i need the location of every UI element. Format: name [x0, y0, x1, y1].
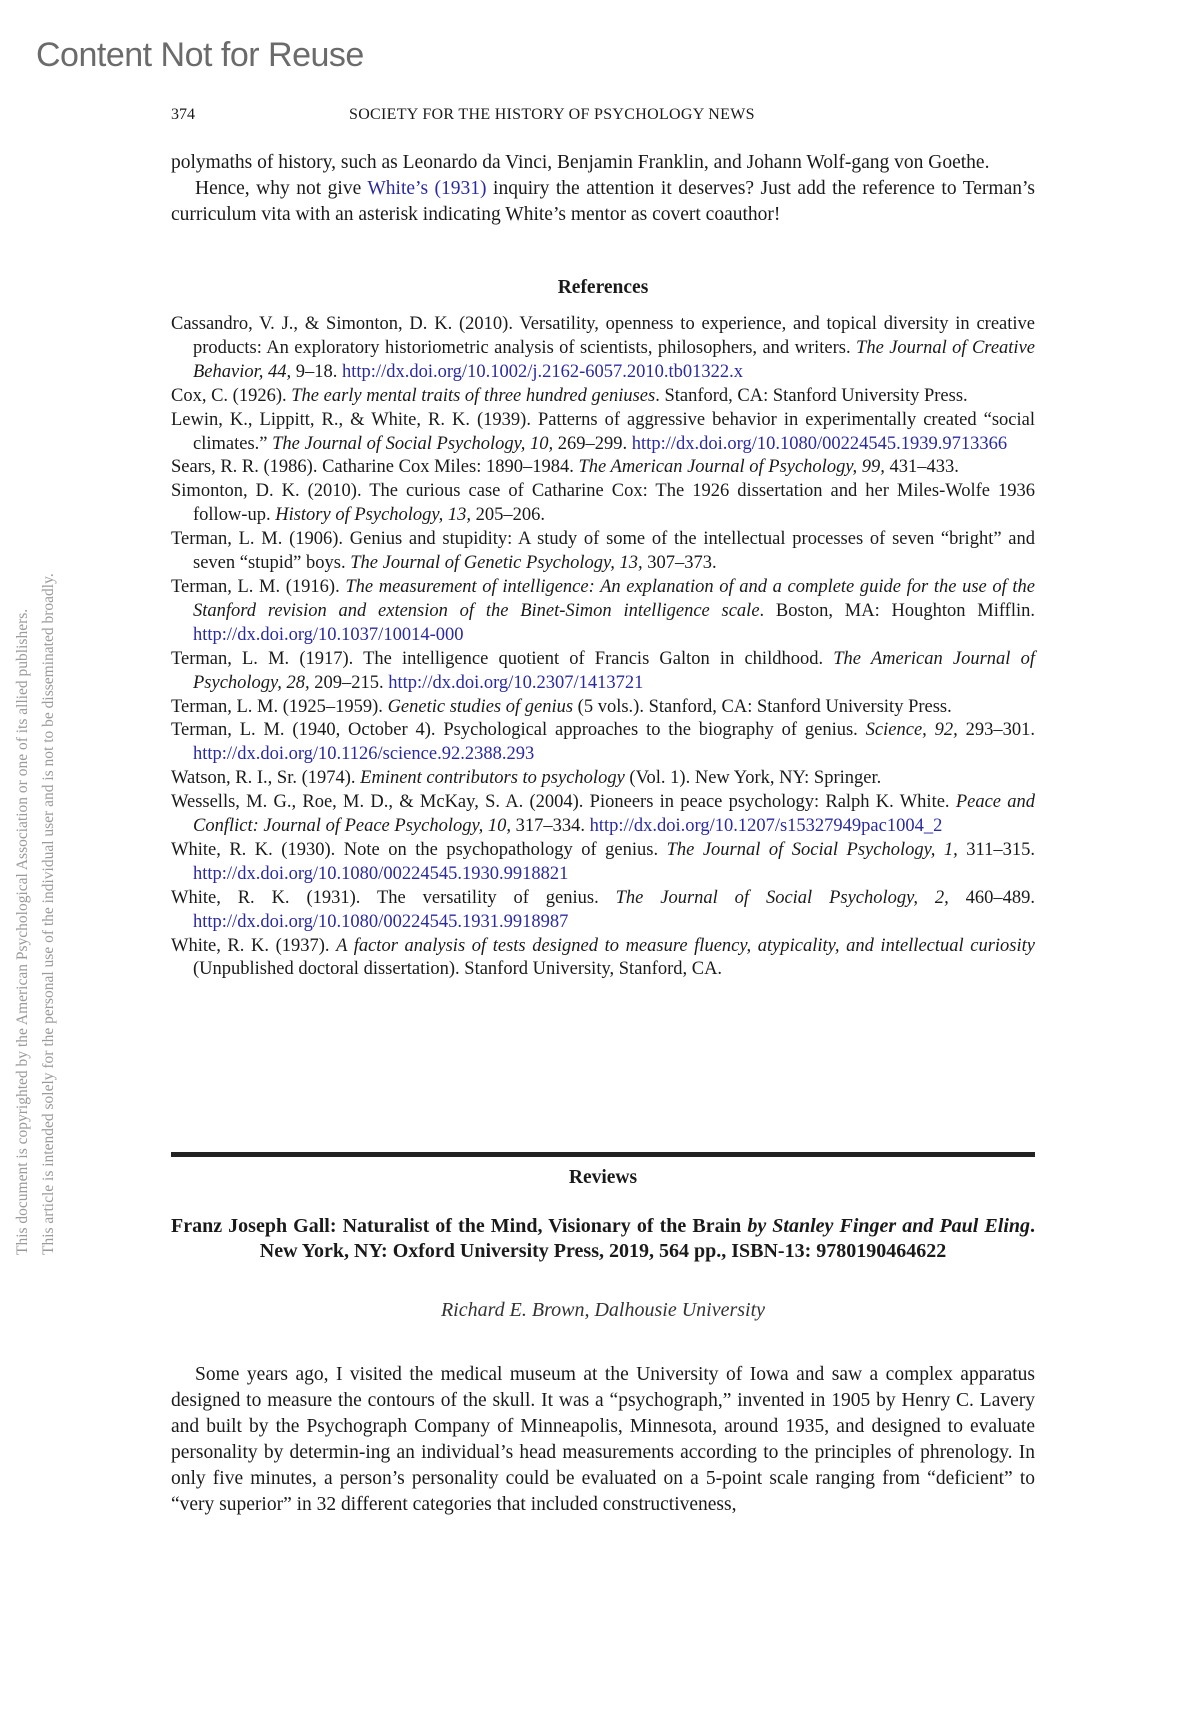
- intro-text: [171, 150, 1035, 228]
- reference-text: (Vol. 1). New York, NY: Springer.: [624, 768, 882, 789]
- reference-entry: [171, 767, 1035, 791]
- page-number: 374: [171, 106, 195, 123]
- italic-title: Eminent contributors to psychology: [360, 768, 625, 789]
- usage-notice: This article is intended solely for the personal use of the individual user and is not to be disseminated broadly.: [40, 573, 57, 1255]
- reference-text: Lewin, K., Lippitt, R., & White, R. K. (1939). Patterns of aggressive behavior in experimentally created “social climates.”: [171, 409, 1035, 454]
- reference-entry: [171, 456, 1035, 480]
- reference-entry: [171, 648, 1035, 696]
- italic-title: Science, 92,: [865, 720, 958, 741]
- book-authors: by Stanley Finger and Paul Eling: [747, 1215, 1031, 1237]
- reference-text: 307–373.: [642, 553, 717, 574]
- italic-title: The American Journal of Psychology, 28,: [193, 648, 1035, 693]
- reference-text: White, R. K. (1937).: [171, 935, 337, 956]
- reference-text: Wessells, M. G., Roe, M. D., & McKay, S. A. (2004). Pioneers in peace psychology: Ralph K. White.: [171, 792, 956, 813]
- text: inquiry the attention it deserves? Just add the reference to Terman’s curriculum vita with an asterisk indicating White’s mentor as covert coauthor!: [171, 178, 1035, 225]
- reference-text: Watson, R. I., Sr. (1974).: [171, 768, 361, 789]
- reference-list: [171, 313, 1035, 982]
- intro-paragraph-2: [171, 176, 1035, 228]
- references-heading: References: [557, 277, 649, 298]
- doi-link[interactable]: http://dx.doi.org/10.1080/00224545.1939.9713366: [631, 433, 1008, 454]
- reference-text: 431–433.: [884, 457, 959, 478]
- reference-entry: [171, 409, 1035, 457]
- running-head: [171, 106, 1035, 130]
- review-body: [171, 1362, 1035, 1518]
- reviewer: Richard E. Brown, Dalhousie University: [440, 1299, 766, 1321]
- reference-text: Terman, L. M. (1940, October 4). Psychological approaches to the biography of genius.: [171, 720, 866, 741]
- reference-text: 293–301.: [957, 720, 1035, 741]
- italic-title: The Journal of Genetic Psychology, 13,: [350, 553, 643, 574]
- doi-link[interactable]: http://dx.doi.org/10.1002/j.2162-6057.2010.tb01322.x: [342, 361, 744, 382]
- watermark: Content Not for Reuse: [36, 36, 364, 74]
- doi-link[interactable]: http://dx.doi.org/10.1207/s15327949pac1004_2: [589, 816, 943, 837]
- intro-paragraph-1: polymaths of history, such as Leonardo da Vinci, Benjamin Franklin, and Johann Wolf-gang von Goethe.: [171, 152, 990, 173]
- doi-link[interactable]: http://dx.doi.org/10.1037/10014-000: [193, 624, 464, 645]
- reference-text: 311–315.: [957, 839, 1035, 860]
- reference-text: . Stanford, CA: Stanford University Press.: [655, 385, 968, 406]
- reference-text: 460–489.: [948, 887, 1035, 908]
- reference-entry: [171, 791, 1035, 839]
- journal-title: SOCIETY FOR THE HISTORY OF PSYCHOLOGY NEWS: [349, 106, 755, 123]
- italic-title: The Journal of Creative Behavior, 44,: [193, 337, 1035, 382]
- doi-link[interactable]: http://dx.doi.org/10.2307/1413721: [388, 672, 644, 693]
- reference-entry: [171, 887, 1035, 935]
- book-publication: . New York, NY: Oxford University Press, 2019, 564 pp., ISBN-13: 9780190464622: [259, 1215, 1036, 1262]
- italic-title: The American Journal of Psychology, 99,: [578, 457, 885, 478]
- reference-text: 9–18.: [291, 361, 343, 382]
- reference-entry: [171, 385, 1035, 409]
- reference-text: (Unpublished doctoral dissertation). Stanford University, Stanford, CA.: [193, 959, 723, 980]
- book-citation: [171, 1214, 1035, 1264]
- italic-title: The measurement of intelligence: An explanation of and a complete guide for the use of the Stanford revision and extension of the Binet-Simon intelligence scale: [193, 576, 1035, 621]
- italic-title: Genetic studies of genius: [387, 696, 574, 717]
- italic-title: Peace and Conflict: Journal of Peace Psychology, 10,: [193, 792, 1036, 837]
- reference-text: Simonton, D. K. (2010). The curious case of Catharine Cox: The 1926 dissertation and her Miles-Wolfe 1936 follow-up.: [171, 481, 1035, 526]
- review-paragraph: Some years ago, I visited the medical museum at the University of Iowa and saw a complex apparatus designed to measure the contours of the skull. It was a “psychograph,” invented in 1905 by Henry C. Lavery and built by the Psychograph Company of Minneapolis, Minnesota, around 1935, and designed to evaluate personality by determin-ing an individual’s head measurements according to the principles of phrenology. In only five minutes, a person’s personality could be evaluated on a 5-point scale ranging from “deficient” to “very superior” in 32 different categories that included constructiveness,: [171, 1364, 1035, 1515]
- text: Hence, why not give: [195, 178, 368, 199]
- italic-title: The Journal of Social Psychology, 10,: [272, 433, 554, 454]
- reference-text: . Boston, MA: Houghton Mifflin.: [759, 600, 1035, 621]
- reference-text: 317–334.: [511, 816, 590, 837]
- reference-entry: [171, 719, 1035, 767]
- reference-text: Sears, R. R. (1986). Catharine Cox Miles: 1890–1984.: [171, 457, 579, 478]
- reference-entry: [171, 839, 1035, 887]
- reference-text: 205–206.: [471, 505, 545, 526]
- citation-link[interactable]: White’s (1931): [367, 178, 487, 199]
- reference-entry: [171, 696, 1035, 720]
- copyright-notice: This document is copyrighted by the American Psychological Association or one of its allied publishers.: [14, 608, 31, 1255]
- italic-title: The early mental traits of three hundred geniuses: [291, 385, 656, 406]
- reference-text: (5 vols.). Stanford, CA: Stanford University Press.: [573, 696, 952, 717]
- italic-title: A factor analysis of tests designed to measure fluency, atypicality, and intellectual curiosity: [336, 935, 1035, 956]
- reference-text: Terman, L. M. (1906). Genius and stupidity: A study of some of the intellectual processes of seven “bright” and seven “stupid” boys.: [171, 529, 1035, 574]
- reference-text: White, R. K. (1931). The versatility of genius.: [171, 887, 616, 908]
- reference-text: Terman, L. M. (1925–1959).: [171, 696, 388, 717]
- reference-entry: [171, 480, 1035, 528]
- reference-entry: [171, 576, 1035, 648]
- section-divider: [171, 1152, 1035, 1157]
- reference-entry: [171, 935, 1035, 983]
- italic-title: The Journal of Social Psychology, 2,: [615, 887, 949, 908]
- doi-link[interactable]: http://dx.doi.org/10.1080/00224545.1931.9918987: [193, 911, 569, 932]
- reference-text: 209–215.: [309, 672, 389, 693]
- italic-title: History of Psychology, 13,: [275, 505, 471, 526]
- italic-title: The Journal of Social Psychology, 1,: [666, 839, 958, 860]
- book-title: Franz Joseph Gall: Naturalist of the Mind, Visionary of the Brain: [171, 1215, 742, 1237]
- reviews-heading: Reviews: [568, 1167, 638, 1188]
- reference-text: White, R. K. (1930). Note on the psychopathology of genius.: [171, 839, 667, 860]
- reference-text: Terman, L. M. (1917). The intelligence quotient of Francis Galton in childhood.: [171, 648, 834, 669]
- reference-text: Cox, C. (1926).: [171, 385, 292, 406]
- reference-text: Terman, L. M. (1916).: [171, 576, 346, 597]
- doi-link[interactable]: http://dx.doi.org/10.1080/00224545.1930.9918821: [193, 863, 569, 884]
- reference-entry: [171, 528, 1035, 576]
- reference-text: 269–299.: [553, 433, 632, 454]
- reference-entry: [171, 313, 1035, 385]
- reference-text: Cassandro, V. J., & Simonton, D. K. (2010). Versatility, openness to experience, and topical diversity in creative products: An exploratory historiometric analysis of scientists, philosophers, and writers.: [171, 314, 1035, 358]
- doi-link[interactable]: http://dx.doi.org/10.1126/science.92.2388.293: [193, 744, 535, 765]
